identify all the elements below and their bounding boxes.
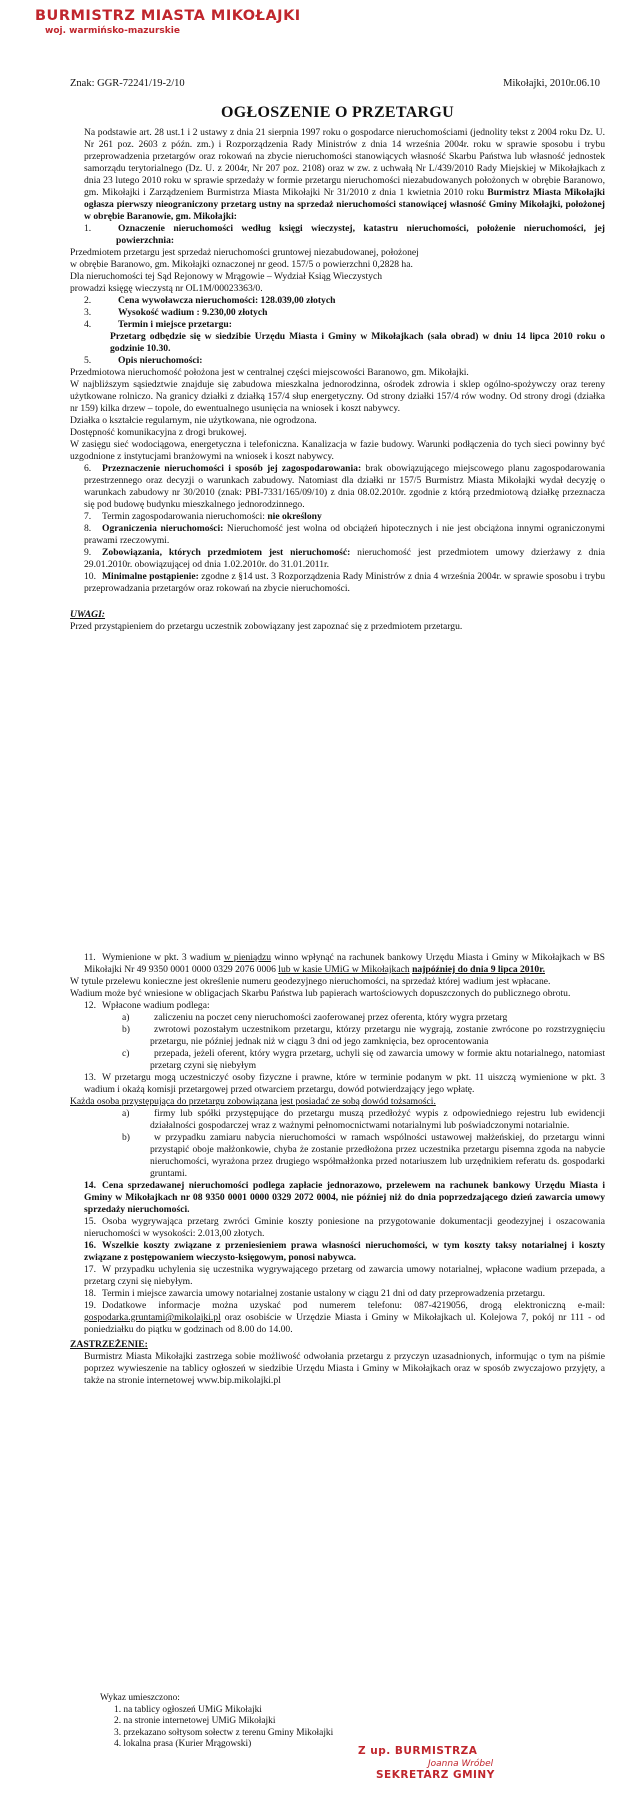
signature-name: Joanna Wróbel [428, 1759, 494, 1769]
section-3: 3. Wysokość wadium : 9.230,00 złotych [84, 307, 268, 318]
section-13: 13. W przetargu mogą uczestniczyć osoby fizyczne i prawne, które w terminie podanym w pkt. 11 uiszczą wymienione w pkt. 3 wadium i okażą komisji przetargowej przed otwarciem przetargu, dowód potwierdzający jego wpłatę. [84, 1072, 605, 1095]
section-13-item-b: b) w przypadku zamiaru nabycia nieruchomości w ramach wspólności ustawowej małżeńskiej, do przetargu winni przystąpić oboje małżonkowie, chyba że zostanie przedłożona przez uczestnika przetargu pisemna zgoda na nabycie nieruchomości, wyrażona przez drugiego współmałżonka przed notariuszem lub urzędnikiem referatu ds. gospodarki gruntami. [122, 1132, 605, 1179]
section-5: 5. Opis nieruchomości: [84, 355, 203, 366]
contact-email-link[interactable]: gospodarka.gruntami@mikolajki.pl [84, 1312, 221, 1323]
section-11: 11. Wymienione w pkt. 3 wadium w pieniądzu winno wpłynąć na rachunek bankowy Urzędu Miasta i Gminy w Mikołajkach w BS Mikołajki Nr 49 9350 0001 0000 0329 2076 0006 lub w kasie UMiG w Mikołajkach najpóźniej do dnia 9 lipca 2010r. [84, 952, 606, 975]
section-18: 18. Termin i miejsce zawarcia umowy notarialnej zostanie ustalony w ciągu 21 dni od daty przeprowadzenia przetargu. [84, 1288, 545, 1299]
office-stamp [35, 8, 301, 36]
intro-paragraph: Na podstawie art. 28 ust.1 i 2 ustawy z dnia 21 sierpnia 1997 roku o gospodarce nieruchomościami (jednolity tekst z 2004 roku Dz. U. Nr 261 poz. 2603 z późn. zm.) i Rozporządzenia Rady Ministrów z dnia 14 września 2004r. roku w sprawie sposobu i trybu przeprowadzenia przetargów oraz rokowań na zbycie nieruchomości stanowiących własność Skarbu Państwa lub własność jednostek samorządu terytorialnego (Dz. U. z 2004r, Nr 207 poz. 2108) oraz w zw. z uchwałą Nr L/439/2010 Rady Miejskiej w Mikołajkach z dnia 23 lutego 2010 roku w sprawie sprzedaży w formie przetargu nieruchomości niezabudowanych położonych w obrębie Baranowo, gm. Mikołajki i Zarządzeniem Burmistrza Miasta Mikołajki Nr 31/2010 z dnia 1 kwietnia 2010 roku Burmistrz Miasta Mikołajki ogłasza pierwszy nieograniczony przetarg ustny na sprzedaż nieruchomości stanowiącej własność Gminy Mikołajki, położonej w obrębie Baranowie, gm. Mikołajki: [84, 127, 605, 222]
section-2: 2. Cena wywoławcza nieruchomości: 128.039,00 złotych [84, 295, 336, 306]
announcement-page-1 [70, 127, 605, 633]
signature-stamp [358, 1745, 495, 1781]
distribution-title: Wykaz umieszczono: [100, 1693, 180, 1703]
distribution-list [100, 1693, 333, 1751]
section-17: 17. W przypadku uchylenia się uczestnika wygrywającego przetarg od zawarcia umowy notarialnej, wpłacone wadium przepada, a przetarg czyni się niebyłym. [84, 1264, 605, 1287]
stamp-line-1: BURMISTRZ MIASTA MIKOŁAJKI [35, 8, 301, 24]
section-12: 12. Wpłacone wadium podlega: [84, 1000, 210, 1011]
section-6: 6. Przeznaczenie nieruchomości i sposób jej zagospodarowania: brak obowiązującego miejscowego planu zagospodarowania przestrzennego oraz decyzji o warunkach zabudowy. Natomiast dla działki nr 157/5 Burmistrz Miasta Mikołajki wydał decyzję o warunkach zabudowy nr 30/2010 (znak: PBI-7331/165/09/10) z dnia 08.02.2010r. zgodnie z którą przedmiotową działkę przeznacza się pod budowę budynku mieszkalnego jednorodzinnego. [84, 463, 605, 510]
section-4-text: Przetarg odbędzie się w siedzibie Urzędu Miasta i Gminy w Mikołajkach (sala obrad) w dniu 14 lipca 2010 roku o godzinie 10.30. [110, 331, 605, 354]
signature-role: SEKRETARZ GMINY [376, 1769, 495, 1781]
reservation-text: Burmistrz Miasta Mikołajki zastrzega sobie możliwość odwołania przetargu z przyczyn uzasadnionych, informując o tym na piśmie poprzez wywieszenie na tablicy ogłoszeń w siedzibie Urzędu Miasta i Gminy w Mikołajkach oraz w sposób zwyczajowo przyjęty, a także na stronie internetowej www.bip.mikolajki.pl [84, 1351, 605, 1386]
distribution-item: 2. na stronie internetowej UMiG Mikołajki [114, 1716, 276, 1726]
section-15: 15. Osoba wygrywająca przetarg zwróci Gminie koszty poniesione na przygotowanie dokumentacji geodezyjnej i oszacowania nieruchomości w wysokości: 2.013,00 złotych. [84, 1216, 605, 1239]
section-13-item-a: a) firmy lub spółki przystępujące do przetargu muszą przedłożyć wypis z odpowiedniego rejestru lub ewidencji działalności gospodarczej wraz z ważnymi pełnomocnictwami notarialnymi lub poświadczonymi notarialnie. [122, 1108, 605, 1131]
section-5-line-1: Przedmiotowa nieruchomość położona jest w centralnej części miejscowości Baranowo, gm. Mikołajki. [70, 367, 469, 378]
section-11-bonds: Wadium może być wniesione w obligacjach Skarbu Państwa lub papierach wartościowych dopuszczonych do publicznego obrotu. [70, 988, 571, 999]
reservation-label: ZASTRZEŻENIE: [70, 1339, 148, 1350]
notes-text: Przed przystąpieniem do przetargu uczestnik zobowiązany jest zapoznać się z przedmiotem przetargu. [70, 621, 463, 632]
section-5-line-2: W najbliższym sąsiedztwie znajduje się zabudowa mieszkalna jednorodzinna, ośrodek zdrowia i sklep ogólno-spożywczy oraz tereny użytkowane rolniczo. Na granicy działki z działką 157/4 słup energetyczny. Od strony działki 157/4 rów wodny. Od strony drogi (działka nr 159) kilka drzew – topole, do ewentualnego usunięcia na wniosek i koszt nabywcy. [70, 379, 605, 414]
section-1: 1. Oznaczenie nieruchomości według księgi wieczystej, katastru nieruchomości, położenie nieruchomości, jej powierzchnia: [84, 223, 605, 246]
reference-number: Znak: GGR-72241/19-2/10 [70, 78, 185, 89]
section-12-item-b: b) zwrotowi pozostałym uczestnikom przetargu, którzy przetargu nie wygrają, zostanie zwrócone po rozstrzygnięciu przetargu, nie później jednak niż w ciągu 3 dni od jego zamknięcia, bez oprocentowania [122, 1024, 605, 1047]
intro-bold: Burmistrz Miasta Mikołajki ogłasza pierwszy nieograniczony przetarg ustny na sprzedaż nieruchomości stanowiącej własność Gminy Mikołajki, położonej w obrębie Baranowie, gm. Mikołajki: [84, 187, 605, 222]
stamp-line-2: woj. warmińsko-mazurskie [45, 26, 180, 36]
section-10: 10. Minimalne postąpienie: zgodne z §14 ust. 3 Rozporządzenia Rady Ministrów z dnia 4 września 2004r. w sprawie sposobu i trybu przeprowadzania przetargów oraz rokowań na zbycie nieruchomości. [84, 571, 605, 594]
section-13-id-requirement: Każda osoba przystępująca do przetargu zobowiązana jest posiadać ze sobą dowód tożsamości. [70, 1096, 436, 1107]
distribution-item: 1. na tablicy ogłoszeń UMiG Mikołajki [114, 1704, 262, 1715]
section-14: 14. Cena sprzedawanej nieruchomości podlega zapłacie jednorazowo, przelewem na rachunek bankowy Urzędu Miasta i Gminy w Mikołajkach nr 08 9350 0001 0000 0329 2072 0004, nie później niż do dnia poprzedzającego dzień zawarcia umowy sprzedaży nieruchomości. [84, 1180, 605, 1215]
section-12-item-c: c) przepada, jeżeli oferent, który wygra przetarg, uchyli się od zawarcia umowy w formie aktu notarialnego, natomiast przetarg czyni się niebyłym [122, 1048, 605, 1071]
section-11-transfer-title: W tytule przelewu konieczne jest określenie numeru geodezyjnego nieruchomości, na sprzedaż której wadium jest wpłacane. [70, 976, 551, 987]
announcement-page-2 [70, 952, 605, 1387]
section-1-line-3: Dla nieruchomości tej Sąd Rejonowy w Mrągowie – Wydział Ksiąg Wieczystych [70, 271, 383, 282]
distribution-item: 4. lokalna prasa (Kurier Mrągowski) [114, 1739, 252, 1749]
notes-label: UWAGI: [70, 609, 106, 620]
page-title: OGŁOSZENIE O PRZETARGU [220, 104, 454, 121]
section-5-line-5: W zasięgu sieć wodociągowa, energetyczna i telefoniczna. Kanalizacja w fazie budowy. Warunki podłączenia do tych sieci powinny być uzgodnione z instytucjami branżowymi na wniosek i koszt nabywcy. [70, 439, 605, 462]
signature-line-1: Z up. BURMISTRZA [358, 1745, 478, 1757]
section-7: 7. Termin zagospodarowania nieruchomości: nie określony [84, 511, 322, 522]
section-8: 8. Ograniczenia nieruchomości: Nieruchomość jest wolna od obciążeń hipotecznych i nie jest obciążona innymi ograniczonymi prawami rzeczowymi. [84, 523, 606, 546]
document-header [70, 78, 600, 89]
distribution-item: 3. przekazano sołtysom sołectw z terenu Gminy Mikołajki [114, 1727, 334, 1738]
section-1-line-1: Przedmiotem przetargu jest sprzedaż nieruchomości gruntowej niezabudowanej, położonej [70, 247, 419, 258]
section-4: 4. Termin i miejsce przetargu: [84, 319, 232, 330]
section-1-line-2: w obrębie Baranowo, gm. Mikołajki oznaczonej nr geod. 157/5 o powierzchni 0,2828 ha. [70, 259, 413, 270]
section-16: 16. Wszelkie koszty związane z przeniesieniem prawa własności nieruchomości, w tym koszty taksy notarialnej i koszty związane z postępowaniem wieczysto-księgowym, ponosi nabywca. [84, 1240, 605, 1263]
section-5-line-4: Dostępność komunikacyjna z drogi brukowej. [70, 427, 247, 438]
place-date: Mikołajki, 2010r.06.10 [503, 78, 600, 89]
section-5-line-3: Działka o kształcie regularnym, nie użytkowana, nie ogrodzona. [70, 415, 317, 426]
section-9: 9. Zobowiązania, których przedmiotem jest nieruchomość: nieruchomość jest przedmiotem umowy dzierżawy z dnia 29.01.2010r. obowiązującej od dnia 1.02.2010r. do 31.01.2011r. [84, 547, 605, 570]
section-1-title: Oznaczenie nieruchomości według księgi wieczystej, katastru nieruchomości, położenie nieruchomości, jej powierzchnia: [116, 223, 605, 246]
section-12-item-a: a) zaliczeniu na poczet ceny nieruchomości zaoferowanej przez oferenta, który wygra przetarg [122, 1012, 508, 1023]
section-1-line-4: prowadzi księgę wieczystą nr OL1M/00023363/0. [70, 283, 263, 294]
section-19: 19. Dodatkowe informacje można uzyskać pod numerem telefonu: 087-4219056, drogą elektroniczną e-mail: gospodarka.gruntami@mikolajki.pl oraz osobiście w Urzędzie Miasta i Gminy w Mikołajkach ul. Kolejowa 7, pokój nr 111 - od poniedziałku do piątku w godzinach od 8.00 do 14.00. [84, 1300, 605, 1335]
